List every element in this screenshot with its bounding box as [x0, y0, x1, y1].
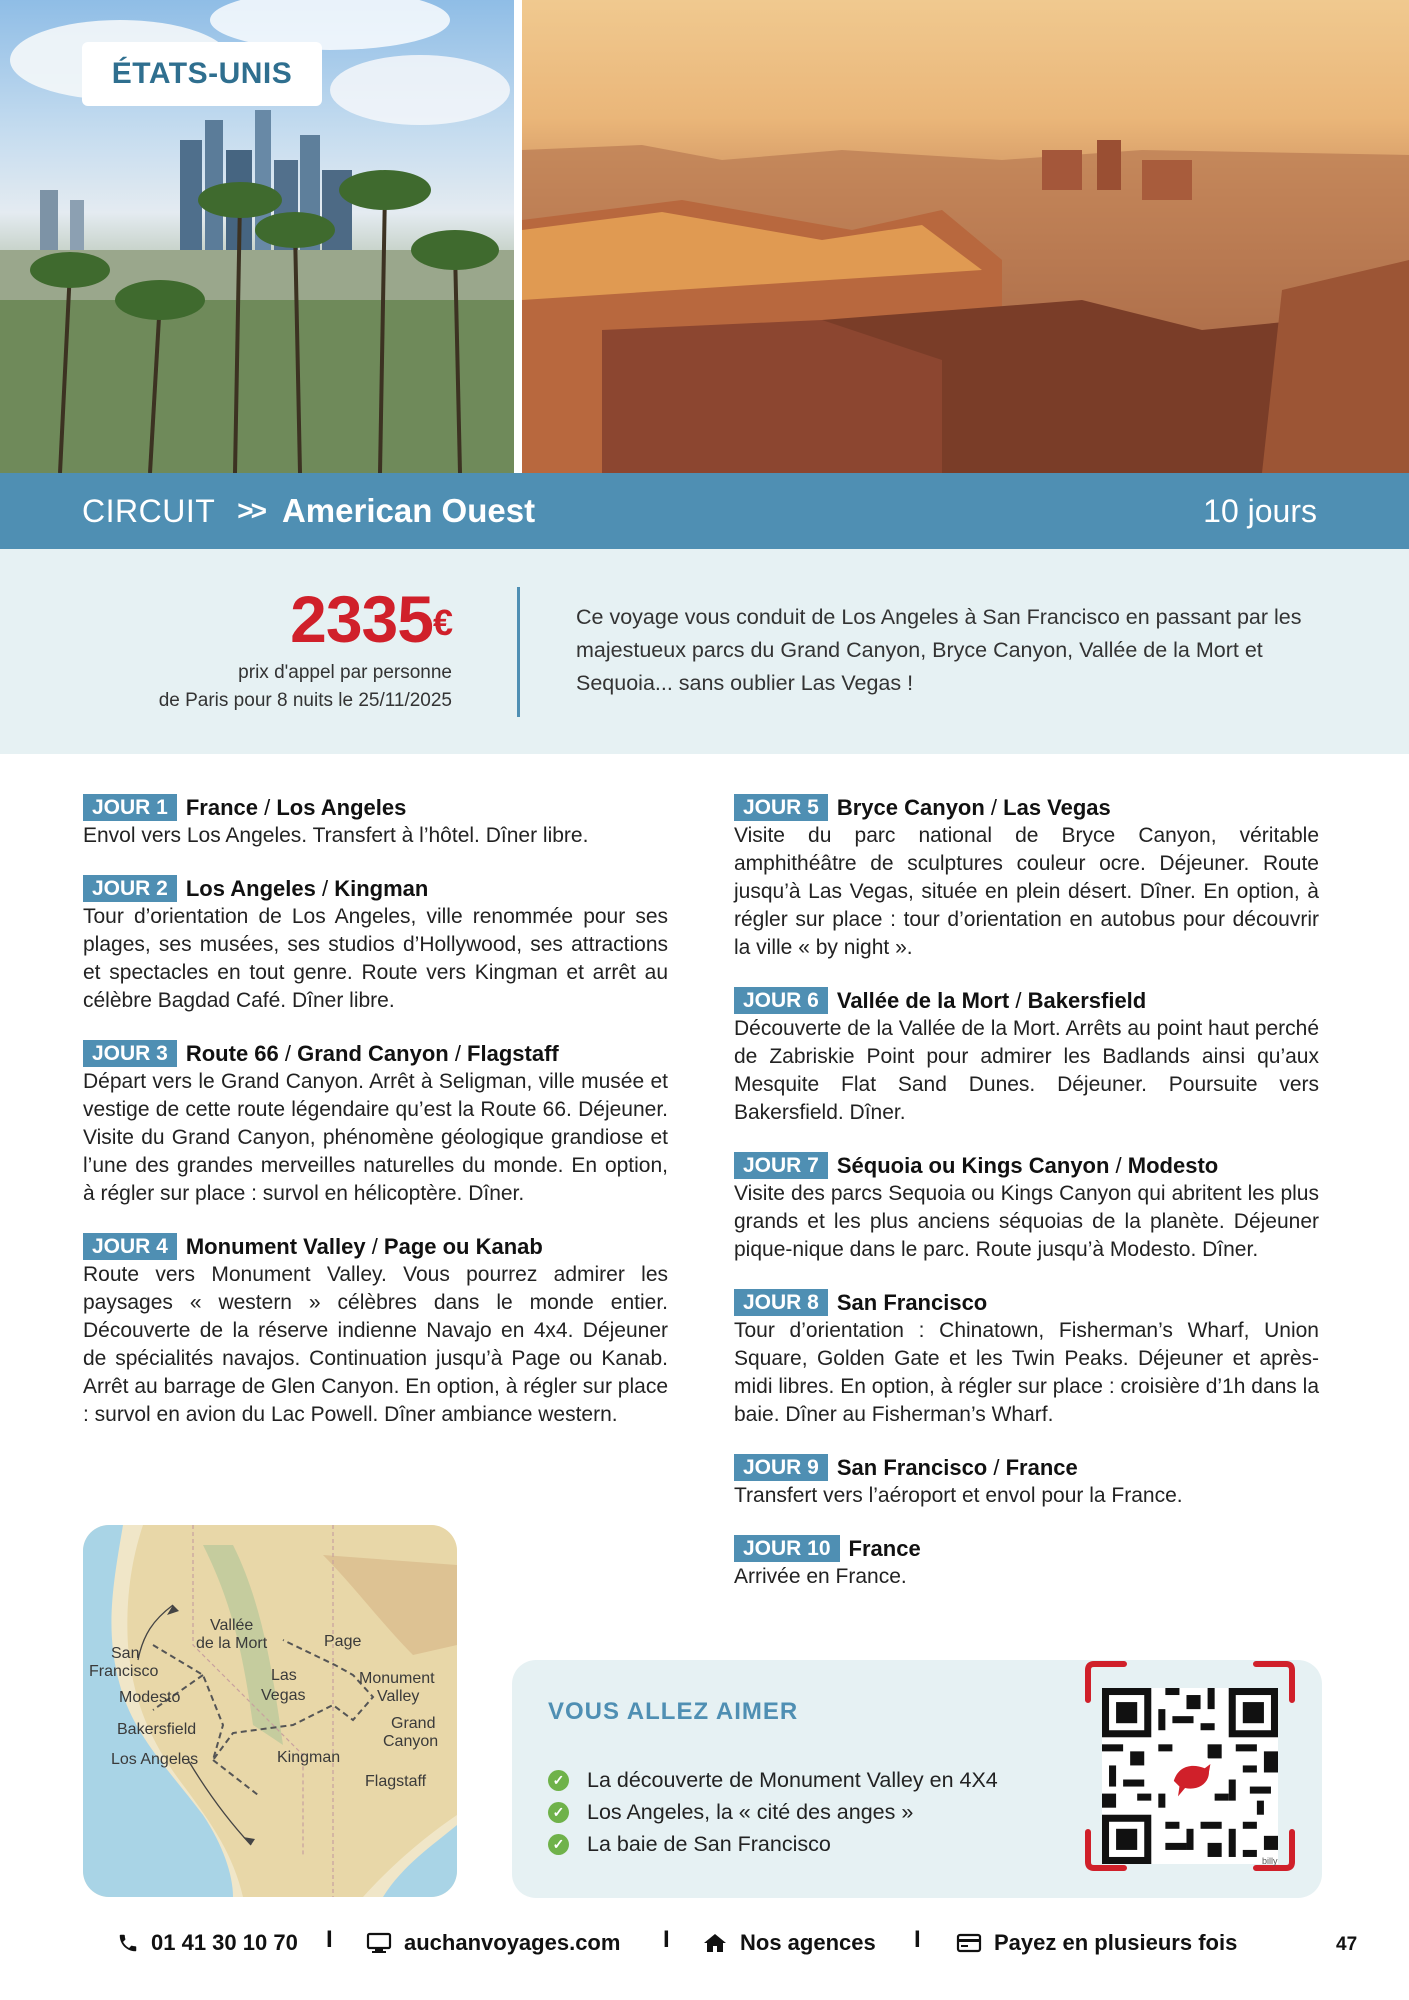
day-item — [83, 793, 668, 850]
highlights-list — [548, 1764, 998, 1860]
footer-separator: I — [326, 1926, 333, 1953]
day-tag: JOUR 7 — [734, 1152, 828, 1179]
highlights-title: VOUS ALLEZ AIMER — [548, 1698, 799, 1725]
itinerary-left-column — [83, 793, 668, 1453]
credit-card-icon — [956, 1932, 982, 1954]
day-description: Route vers Monument Valley. Vous pourrez admirer les paysages « western » célèbres dans le monde entier. Découverte de la réserve indienne Navajo en 4x4. Déjeuner de spécialités navajos. Continuation jusqu’à Page ou Kanab. Arrêt au barrage de Glen Canyon. En option, à régler sur place : survol en avion du Lac Powell. Dîner ambiance western. — [83, 1263, 668, 1426]
footer-phone[interactable] — [117, 1930, 298, 1956]
footer — [0, 1922, 1409, 1966]
check-icon: ✓ — [548, 1770, 569, 1791]
price-amount: 2335 — [290, 582, 433, 656]
circuit-duration: 10 jours — [1203, 492, 1317, 529]
map-label-monument: Monument — [359, 1670, 435, 1687]
qr-code[interactable] — [1102, 1688, 1278, 1864]
map-label-modesto: Modesto — [119, 1689, 181, 1706]
day-tag: JOUR 6 — [734, 987, 828, 1014]
day-tag: JOUR 8 — [734, 1289, 828, 1316]
day-tag: JOUR 1 — [83, 794, 177, 821]
day-tag: JOUR 2 — [83, 875, 177, 902]
footer-agencies[interactable] — [702, 1930, 876, 1956]
day-title: San Francisco / France — [836, 1454, 1078, 1480]
day-item — [734, 1151, 1319, 1264]
circuit-name: American Ouest — [281, 492, 536, 529]
map-label-vallee: Vallée — [210, 1617, 254, 1634]
double-chevron-icon: >> — [237, 495, 264, 526]
phone-number: 01 41 30 10 70 — [151, 1930, 298, 1955]
circuit-header-bar — [0, 473, 1409, 549]
map-label-vegas: Vegas — [261, 1687, 306, 1704]
day-tag: JOUR 3 — [83, 1040, 177, 1067]
highlights-box — [512, 1660, 1072, 1898]
route-map-drawing — [83, 1525, 457, 1897]
price-value — [100, 579, 452, 659]
day-item — [734, 986, 1319, 1127]
map-label-san: San — [111, 1645, 140, 1662]
monitor-icon — [366, 1932, 392, 1954]
list-item: ✓ Los Angeles, la « cité des anges » — [548, 1796, 998, 1828]
footer-website[interactable] — [366, 1930, 620, 1956]
website-link: auchanvoyages.com — [404, 1930, 621, 1955]
day-title: Bryce Canyon / Las Vegas — [836, 794, 1111, 820]
day-description: Départ vers le Grand Canyon. Arrêt à Seligman, ville musée et vestige de cette route légendaire qu’est la Route 66. Déjeuner. Visite du Grand Canyon, phénomène géologique grandiose et l’une des grandes merveilles naturelles du monde. En option, à régler sur place : survol en hélicoptère. Dîner. — [83, 1070, 668, 1205]
price-note-line1: prix d'appel par personne — [238, 662, 452, 683]
day-description: Tour d’orientation : Chinatown, Fisherman’s Wharf, Union Square, Golden Gate et les Twin Peaks. Déjeuner et après-midi libres. En option, à régler sur place : croisière d’1h dans la baie. Dîner au Fisherman’s Wharf. — [734, 1319, 1319, 1426]
price-band — [0, 549, 1409, 754]
map-label-flagstaff: Flagstaff — [365, 1773, 427, 1790]
canyon-landscape-illustration — [522, 0, 1409, 473]
country-tag: ÉTATS-UNIS — [82, 42, 322, 106]
map-label-canyon: Canyon — [383, 1733, 439, 1750]
day-description: Transfert vers l’aéroport et envol pour la France. — [734, 1484, 1183, 1507]
list-item: ✓ La baie de San Francisco — [548, 1828, 998, 1860]
footer-payment[interactable] — [956, 1930, 1237, 1956]
qr-brand: billy — [1262, 1856, 1278, 1866]
price-block — [100, 579, 452, 715]
home-icon — [702, 1932, 728, 1954]
check-icon: ✓ — [548, 1802, 569, 1823]
price-currency: € — [432, 602, 452, 643]
day-title: Vallée de la Mort / Bakersfield — [836, 987, 1147, 1013]
day-title: San Francisco — [836, 1289, 988, 1315]
los-angeles-photo — [0, 0, 514, 473]
route-map — [83, 1525, 457, 1897]
footer-separator: I — [914, 1926, 921, 1953]
page-number: 47 — [1336, 1934, 1358, 1955]
day-title: Séquoia ou Kings Canyon / Modesto — [836, 1152, 1219, 1178]
day-title: Route 66 / Grand Canyon / Flagstaff — [185, 1040, 559, 1066]
footer-separator: I — [663, 1926, 670, 1953]
price-divider — [517, 587, 520, 717]
day-tag: JOUR 10 — [734, 1535, 840, 1562]
qr-code-box[interactable] — [1072, 1660, 1322, 1898]
map-label-grand: Grand — [391, 1715, 436, 1732]
day-item — [83, 874, 668, 1015]
day-description: Envol vers Los Angeles. Transfert à l’hôtel. Dîner libre. — [83, 824, 589, 847]
map-label-delamort: de la Mort — [196, 1635, 268, 1652]
map-label-kingman: Kingman — [277, 1749, 341, 1766]
day-tag: JOUR 4 — [83, 1233, 177, 1260]
day-item — [83, 1232, 668, 1429]
check-icon: ✓ — [548, 1834, 569, 1855]
day-tag: JOUR 5 — [734, 794, 828, 821]
day-description: Découverte de la Vallée de la Mort. Arrêts au point haut perché de Zabriskie Point pour admirer les Badlands ainsi qu’aux Mesquite Flat Sand Dunes. Déjeuner. Poursuite vers Bakersfield. Dîner. — [734, 1017, 1319, 1124]
map-label-page: Page — [324, 1633, 362, 1650]
day-title: Monument Valley / Page ou Kanab — [185, 1233, 543, 1259]
price-note-line2: de Paris pour 8 nuits le 25/11/2025 — [158, 690, 452, 711]
day-description: Visite des parcs Sequoia ou Kings Canyon qui abritent les plus grands et les plus anciens séquoias de la planète. Déjeuner pique-nique dans le parc. Route jusqu’à Modesto. Dîner. — [734, 1182, 1319, 1261]
bird-logo-icon — [1165, 1751, 1216, 1802]
day-title: Los Angeles / Kingman — [185, 875, 429, 901]
day-title: France / Los Angeles — [185, 794, 407, 820]
list-item: ✓ La découverte de Monument Valley en 4X4 — [548, 1764, 998, 1796]
map-label-valley: Valley — [377, 1688, 420, 1705]
payment-link: Payez en plusieurs fois — [994, 1930, 1238, 1955]
map-label-losangeles: Los Angeles — [111, 1751, 199, 1768]
itinerary-right-column — [734, 793, 1319, 1615]
phone-icon — [117, 1932, 139, 1954]
day-description: Arrivée en France. — [734, 1565, 907, 1588]
circuit-label: CIRCUIT — [82, 492, 216, 529]
trip-intro: Ce voyage vous conduit de Los Angeles à San Francisco en passant par les majestueux parcs du Grand Canyon, Bryce Canyon, Vallée de la Mort et Sequoia... sans oublier Las Vegas ! — [576, 605, 1302, 695]
day-item — [734, 1453, 1319, 1510]
day-title: France — [848, 1535, 921, 1561]
day-item — [734, 1534, 1319, 1591]
map-label-bakersfield: Bakersfield — [117, 1721, 197, 1738]
day-description: Visite du parc national de Bryce Canyon, véritable amphithéâtre de sculptures couleur ocre. Déjeuner. Route jusqu’à Las Vegas, située en plein désert. Dîner. En option, à régler sur place : tour d’orientation en autobus pour découvrir la ville « by night ». — [734, 824, 1319, 959]
day-tag: JOUR 9 — [734, 1454, 828, 1481]
map-label-francisco: Francisco — [89, 1663, 159, 1680]
map-label-las: Las — [271, 1667, 297, 1684]
day-item — [734, 1288, 1319, 1429]
agencies-link: Nos agences — [740, 1930, 876, 1955]
day-item — [734, 793, 1319, 962]
hero-photos — [0, 0, 1409, 473]
monument-valley-photo — [522, 0, 1409, 473]
day-item — [83, 1039, 668, 1208]
day-description: Tour d’orientation de Los Angeles, ville renommée pour ses plages, ses musées, ses studios d’Hollywood, ses attractions et spectacles en tout genre. Route vers Kingman et arrêt au célèbre Bagdad Café. Dîner libre. — [83, 905, 668, 1012]
